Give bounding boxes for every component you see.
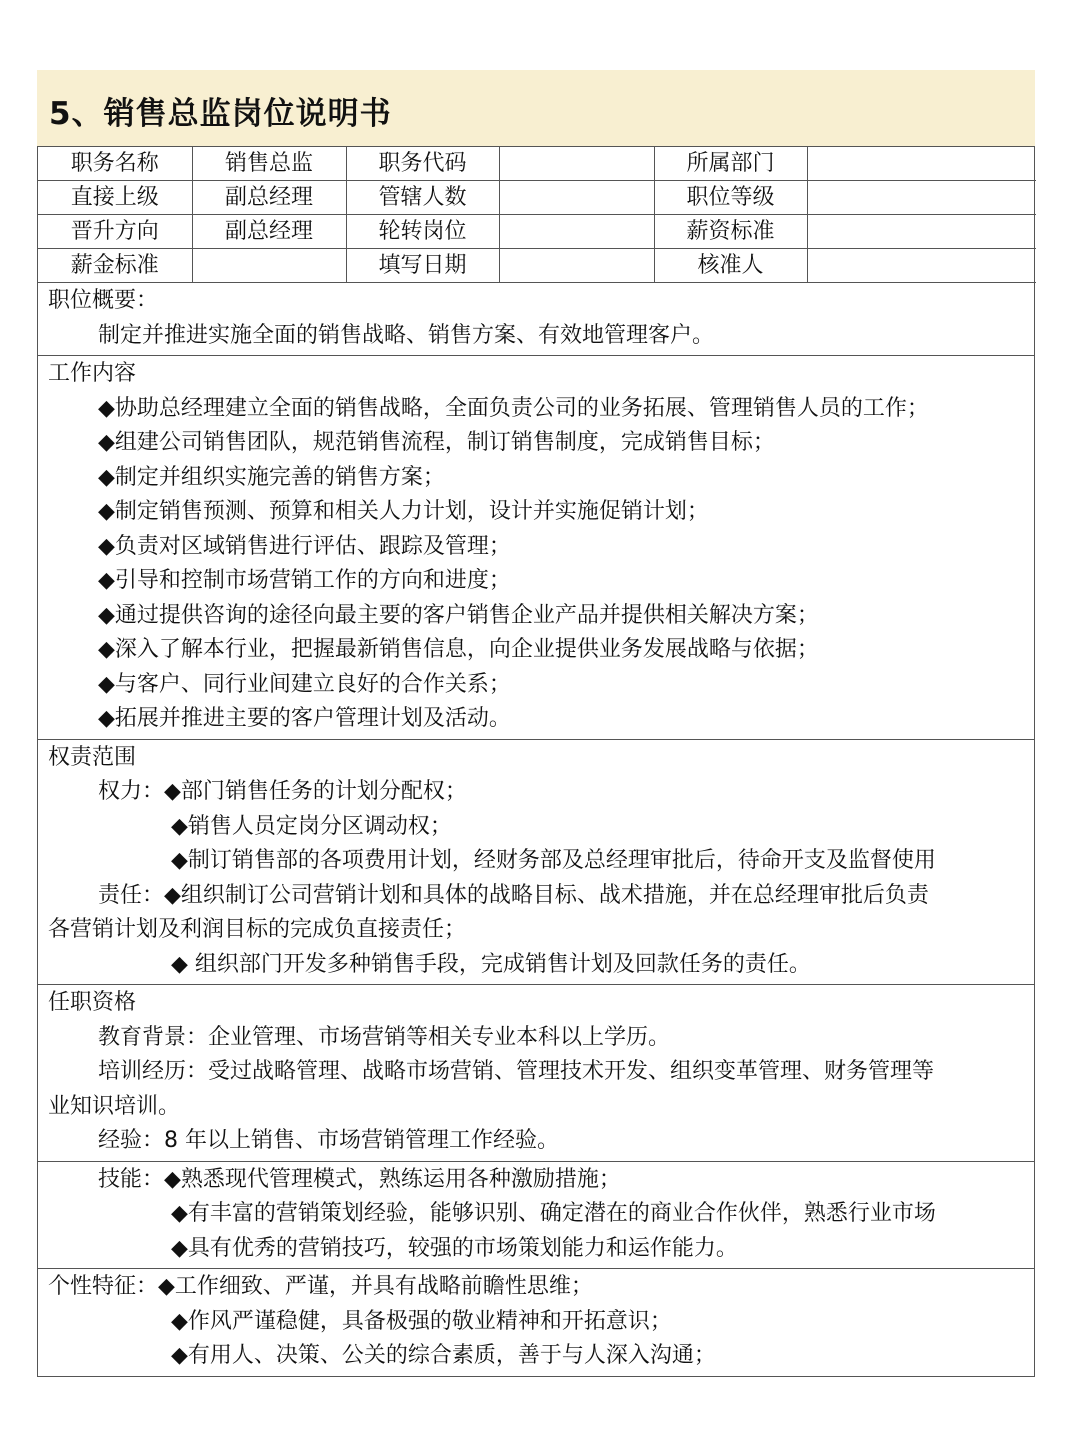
- summary-text: 制定并推进实施全面的销售战略、销售方案、有效地管理客户。: [98, 322, 715, 348]
- list-item: ◆组建公司销售团队，规范销售流程，制订销售制度，完成销售目标；: [98, 430, 775, 455]
- education-text: 教育背景：企业管理、市场营销等相关专业本科以上学历。: [98, 1024, 671, 1050]
- duties-section: [38, 356, 1034, 740]
- list-item: ◆制订销售部的各项费用计划，经财务部及总经理审批后，待命开支及监督使用: [171, 848, 936, 873]
- authority-section: [38, 740, 1034, 986]
- info-row: [38, 249, 1036, 283]
- info-cell: [807, 249, 1036, 283]
- info-cell: 职务名称: [38, 147, 192, 181]
- list-item: ◆有丰富的营销策划经验，能够识别、确定潜在的商业合作伙伴，熟悉行业市场: [171, 1201, 936, 1226]
- qualification-section: [38, 985, 1034, 1162]
- title-band: [37, 70, 1035, 146]
- info-cell: [499, 215, 654, 249]
- info-cell: 职务代码: [346, 147, 499, 181]
- list-item: ◆作风严谨稳健，具备极强的敬业精神和开拓意识；: [171, 1308, 672, 1334]
- info-cell: 职位等级: [654, 181, 807, 215]
- info-cell: [499, 147, 654, 181]
- list-item: ◆销售人员定岗分区调动权；: [171, 813, 452, 839]
- section-heading: 权责范围: [48, 744, 137, 770]
- info-cell: 薪金标准: [38, 249, 192, 283]
- info-row: [38, 215, 1036, 249]
- info-cell: 直接上级: [38, 181, 192, 215]
- info-table: [38, 147, 1036, 283]
- list-item: ◆与客户、同行业间建立良好的合作关系；: [98, 671, 511, 697]
- info-cell: [807, 215, 1036, 249]
- list-item: ◆通过提供咨询的途径向最主要的客户销售企业产品并提供相关解决方案；: [98, 602, 819, 628]
- training-wrap: 业知识培训。: [48, 1093, 181, 1119]
- responsibility-first-item: 责任：◆组织制订公司营销计划和具体的战略目标、战术措施，并在总经理审批后负责: [98, 882, 929, 908]
- training-text: 培训经历：受过战略管理、战略市场营销、管理技术开发、组织变革管理、财务管理等: [98, 1059, 935, 1084]
- info-cell: 填写日期: [346, 249, 499, 283]
- info-cell: 副总经理: [192, 181, 346, 215]
- info-cell: [807, 181, 1036, 215]
- section-heading: 任职资格: [48, 990, 137, 1015]
- summary-section: [38, 283, 1034, 356]
- list-item: ◆引导和控制市场营销工作的方向和进度；: [98, 568, 511, 593]
- info-cell: 管辖人数: [346, 181, 499, 215]
- responsibility-wrap: 各营销计划及利润目标的完成负直接责任；: [48, 917, 467, 942]
- section-heading: 工作内容: [48, 361, 137, 386]
- skills-first-item: 技能：◆熟悉现代管理模式，熟练运用各种激励措施；: [98, 1166, 621, 1192]
- info-cell: [499, 181, 654, 215]
- list-item: ◆制定销售预测、预算和相关人力计划，设计并实施促销计划；: [98, 499, 709, 524]
- list-item: ◆具有优秀的营销技巧，较强的市场策划能力和运作能力。: [171, 1235, 738, 1261]
- skills-section: [38, 1162, 1034, 1270]
- list-item: ◆ 组织部门开发多种销售手段，完成销售计划及回款任务的责任。: [171, 951, 811, 977]
- info-cell: 晋升方向: [38, 215, 192, 249]
- page-title: 5、销售总监岗位说明书: [49, 96, 392, 132]
- list-item: ◆深入了解本行业，把握最新销售信息，向企业提供业务发展战略与依据；: [98, 637, 819, 662]
- info-cell: [807, 147, 1036, 181]
- info-cell: 销售总监: [192, 147, 346, 181]
- section-heading: 职位概要：: [48, 288, 159, 313]
- info-cell: 所属部门: [654, 147, 807, 181]
- info-cell: 副总经理: [192, 215, 346, 249]
- list-item: ◆有用人、决策、公关的综合素质，善于与人深入沟通；: [171, 1343, 716, 1368]
- info-cell: 薪资标准: [654, 215, 807, 249]
- power-first-item: 权力：◆部门销售任务的计划分配权；: [98, 779, 467, 804]
- traits-section: [38, 1269, 1034, 1376]
- info-row: [38, 181, 1036, 215]
- info-cell: [192, 249, 346, 283]
- info-cell: [499, 249, 654, 283]
- traits-first-item: 个性特征：◆工作细致、严谨，并具有战略前瞻性思维；: [48, 1274, 593, 1299]
- info-cell: 轮转岗位: [346, 215, 499, 249]
- info-cell: 核准人: [654, 249, 807, 283]
- job-description-table: [37, 146, 1035, 1377]
- info-row: [38, 147, 1036, 181]
- list-item: ◆制定并组织实施完善的销售方案；: [98, 464, 445, 490]
- experience-text: 经验：8 年以上销售、市场营销管理工作经验。: [98, 1128, 559, 1153]
- list-item: ◆协助总经理建立全面的销售战略，全面负责公司的业务拓展、管理销售人员的工作；: [98, 395, 929, 421]
- list-item: ◆负责对区域销售进行评估、跟踪及管理；: [98, 533, 511, 559]
- list-item: ◆拓展并推进主要的客户管理计划及活动。: [98, 706, 511, 731]
